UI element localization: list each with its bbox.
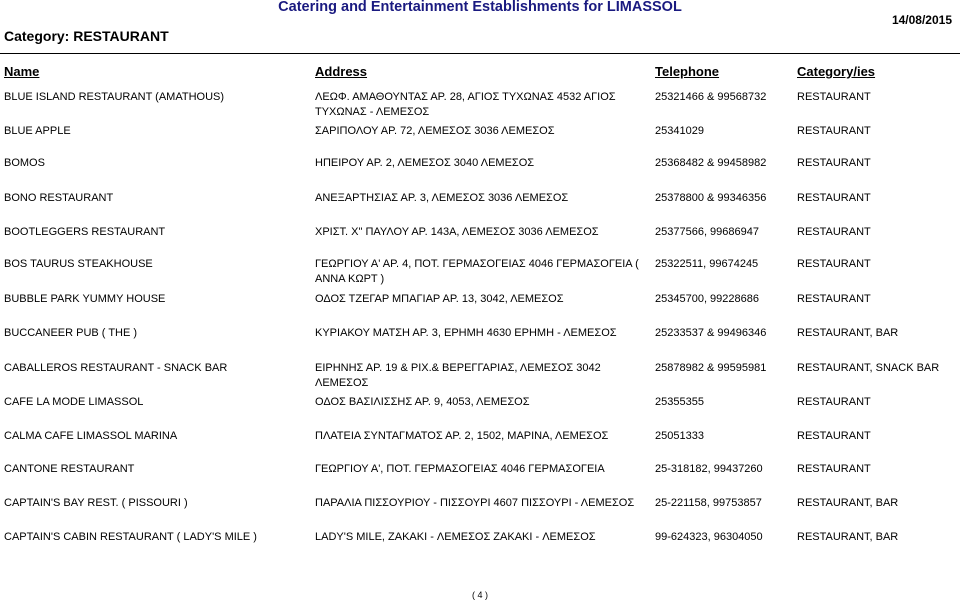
establishment-name: BONO RESTAURANT [4,192,114,204]
establishment-category: RESTAURANT [797,91,871,103]
establishment-telephone: 25233537 & 99496346 [655,327,767,339]
establishment-address: ΓΕΩΡΓΙΟΥ Α', ΠΟΤ. ΓΕΡΜΑΣΟΓΕΙΑΣ 4046 ΓΕΡΜΑΣΟΓΕΙΑ [315,463,605,475]
establishment-name: CAFE LA MODE LIMASSOL [4,396,144,408]
establishment-telephone: 25377566, 99686947 [655,226,759,238]
establishment-category: RESTAURANT [797,192,871,204]
establishment-name: BOOTLEGGERS RESTAURANT [4,226,166,238]
establishment-category: RESTAURANT, SNACK BAR [797,362,940,374]
establishment-telephone: 25-221158, 99753857 [655,497,762,509]
establishment-name: CALMA CAFE LIMASSOL MARINA [4,430,178,442]
column-header-address: Address [315,64,368,79]
establishment-telephone: 99-624323, 96304050 [655,531,763,543]
establishment-category: RESTAURANT, BAR [797,497,899,509]
establishment-category: RESTAURANT [797,396,871,408]
page-number: ( 4 ) [471,590,488,600]
report-date: 14/08/2015 [891,13,952,27]
establishment-category: RESTAURANT [797,157,871,169]
establishment-address: ΛΕΩΦ. ΑΜΑΘΟΥΝΤΑΣ ΑΡ. 28, ΑΓΙΟΣ ΤΥΧΩΝΑΣ 4532 ΑΓΙΟΣ ΤΥΧΩΝΑΣ - ΛΕΜΕΣΟΣ [315,91,616,118]
establishment-name: CAPTAIN'S CABIN RESTAURANT ( LADY'S MILE ) [4,531,257,543]
establishment-category: RESTAURANT [797,258,871,270]
establishment-category: RESTAURANT [797,125,871,137]
establishment-telephone: 25051333 [655,430,704,442]
establishment-address: ΣΑΡΙΠΟΛΟΥ ΑΡ. 72, ΛΕΜΕΣΟΣ 3036 ΛΕΜΕΣΟΣ [315,125,555,137]
establishment-name: BLUE ISLAND RESTAURANT (AMATHOUS) [4,91,225,103]
column-header-telephone: Telephone [655,64,720,79]
establishment-category: RESTAURANT [797,463,871,475]
establishment-address: ΑΝΕΞΑΡΤΗΣΙΑΣ ΑΡ. 3, ΛΕΜΕΣΟΣ 3036 ΛΕΜΕΣΟΣ [315,192,569,204]
establishment-category: RESTAURANT [797,226,871,238]
establishment-name: BLUE APPLE [4,125,71,137]
establishment-name: CABALLEROS RESTAURANT - SNACK BAR [4,362,228,374]
establishment-address: LADY'S MILE, ZAKAKI - ΛΕΜΕΣΟΣ ZAKAKI - ΛΕΜΕΣΟΣ [315,531,596,543]
establishment-address: ΚΥΡΙΑΚΟΥ ΜΑΤΣΗ ΑΡ. 3, ΕΡΗΜΗ 4630 ΕΡΗΜΗ - ΛΕΜΕΣΟΣ [315,327,617,339]
establishment-category: RESTAURANT, BAR [797,531,899,543]
establishment-telephone: 25341029 [655,125,704,137]
establishment-address: ΗΠΕΙΡΟΥ ΑΡ. 2, ΛΕΜΕΣΟΣ 3040 ΛΕΜΕΣΟΣ [315,157,535,169]
establishment-address: ΟΔΟΣ ΤΖΕΓΑΡ ΜΠΑΓΙΑΡ ΑΡ. 13, 3042, ΛΕΜΕΣΟΣ [315,293,564,305]
establishment-address: ΓΕΩΡΓΙΟΥ Α' ΑΡ. 4, ΠΟΤ. ΓΕΡΜΑΣΟΓΕΙΑΣ 4046 ΓΕΡΜΑΣΟΓΕΙΑ ( ΑΝΝΑ ΚΩΡΤ ) [315,258,639,285]
establishment-telephone: 25378800 & 99346356 [655,192,767,204]
establishment-telephone: 25322511, 99674245 [655,258,759,270]
establishment-address: ΟΔΟΣ ΒΑΣΙΛΙΣΣΗΣ ΑΡ. 9, 4053, ΛΕΜΕΣΟΣ [315,396,530,408]
establishment-category: RESTAURANT [797,293,871,305]
establishment-name: CANTONE RESTAURANT [4,463,135,475]
establishment-telephone: 25-318182, 99437260 [655,463,763,475]
establishment-telephone: 25321466 & 99568732 [655,91,767,103]
column-header-name: Name [4,64,40,79]
establishment-telephone: 25355355 [655,396,704,408]
category-label: Category: RESTAURANT [4,28,169,44]
establishment-telephone: 25878982 & 99595981 [655,362,767,374]
establishment-name: CAPTAIN'S BAY REST. ( PISSOURI ) [4,497,188,509]
establishment-address: ΕΙΡΗΝΗΣ ΑΡ. 19 & ΡΙΧ.& ΒΕΡΕΓΓΑΡΙΑΣ, ΛΕΜΕΣΟΣ 3042 ΛΕΜΕΣΟΣ [315,362,601,389]
establishment-address: ΠΑΡΑΛΙΑ ΠΙΣΣΟΥΡΙΟΥ - ΠΙΣΣΟΥΡΙ 4607 ΠΙΣΣΟΥΡΙ - ΛΕΜΕΣΟΣ [315,497,635,509]
header-divider [0,53,960,54]
establishment-name: BUCCANEER PUB ( THE ) [4,327,138,339]
establishment-category: RESTAURANT, BAR [797,327,899,339]
establishment-address: ΠΛΑΤΕΙΑ ΣΥΝΤΑΓΜΑΤΟΣ ΑΡ. 2, 1502, ΜΑΡΙΝΑ, ΛΕΜΕΣΟΣ [315,430,609,442]
column-header-category: Category/ies [797,64,876,79]
establishment-telephone: 25345700, 99228686 [655,293,759,305]
page-title: Catering and Entertainment Establishments for LIMASSOL [278,0,682,15]
establishment-category: RESTAURANT [797,430,871,442]
establishment-name: BUBBLE PARK YUMMY HOUSE [4,293,166,305]
establishment-telephone: 25368482 & 99458982 [655,157,767,169]
establishment-name: BOS TAURUS STEAKHOUSE [4,258,153,270]
establishment-address: ΧΡΙΣΤ. Χ" ΠΑΥΛΟΥ ΑΡ. 143Α, ΛΕΜΕΣΟΣ 3036 ΛΕΜΕΣΟΣ [315,226,599,238]
establishment-name: BOMOS [4,157,45,169]
